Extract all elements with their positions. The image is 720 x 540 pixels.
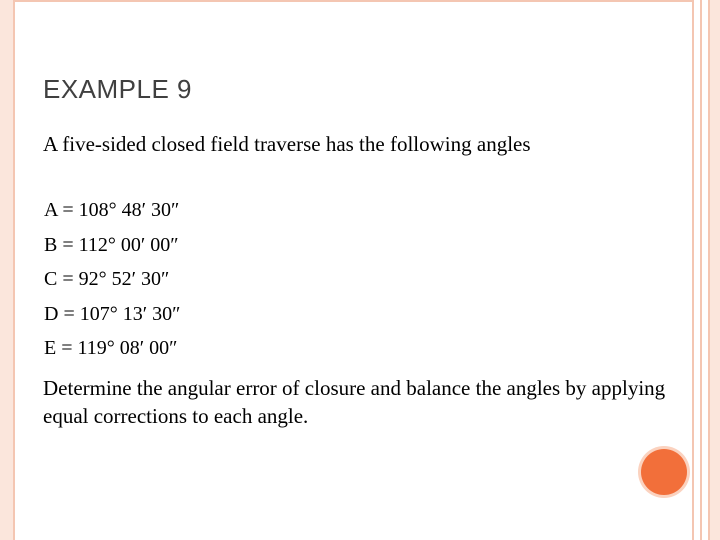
angle-c: C = 92° 52′ 30″	[44, 268, 170, 290]
angle-d: D = 107° 13′ 30″	[44, 302, 181, 325]
slide-title: EXAMPLE 9	[43, 74, 193, 104]
angle-list	[44, 193, 180, 366]
angle-e: E = 119° 08′ 00″	[44, 337, 178, 359]
angle-b: B = 112° 00′ 00″	[44, 233, 179, 256]
right-border-line	[700, 0, 702, 540]
left-border	[0, 0, 15, 540]
right-border-line	[692, 0, 694, 540]
top-border	[15, 0, 692, 2]
decorative-circle-icon	[641, 449, 687, 495]
right-border-fill	[710, 0, 720, 540]
angle-a: A = 108° 48′ 30″	[44, 199, 180, 221]
intro-text: A five-sided closed field traverse has the following angles	[43, 132, 531, 156]
instruction-text: Determine the angular error of closure and balance the angles by applying equal corrections to each angle.	[43, 376, 666, 428]
